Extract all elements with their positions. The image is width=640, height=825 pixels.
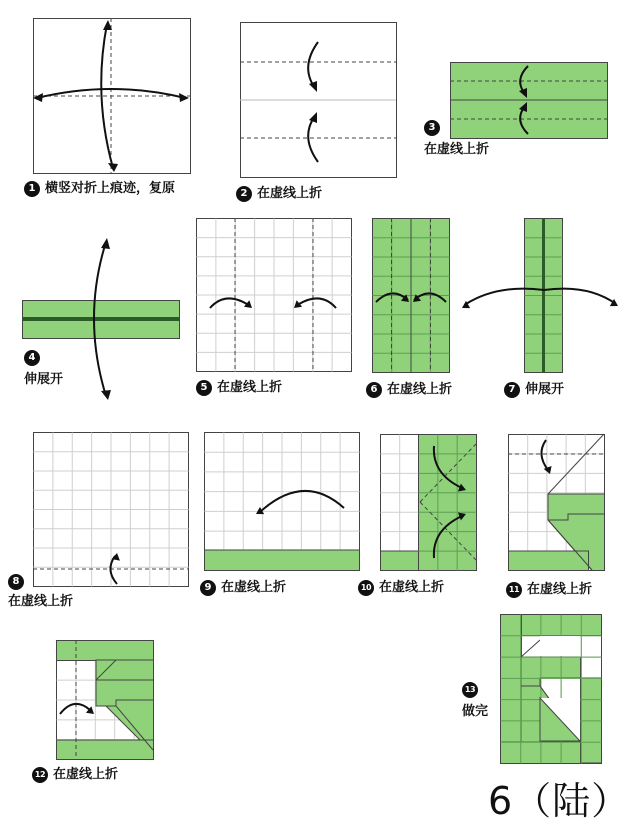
step-9-text: 在虚线上折: [221, 580, 287, 595]
step-1-caption: [24, 181, 175, 197]
step-11-caption: [506, 582, 592, 598]
result-title: 6（陆）: [488, 779, 631, 823]
step-number-badge: 11: [506, 582, 522, 598]
step-11-text: 在虚线上折: [527, 582, 593, 597]
step-6-caption: [366, 382, 452, 398]
step-5-caption: [196, 380, 282, 396]
step-11-grid: [508, 434, 608, 574]
step-number-badge: 2: [236, 186, 252, 202]
step-5-text: 在虚线上折: [217, 380, 283, 395]
step-number-badge: 9: [200, 580, 216, 596]
step-12-text: 在虚线上折: [53, 767, 119, 782]
step-number-badge: 8: [8, 574, 24, 590]
step-2-text: 在虚线上折: [257, 186, 323, 201]
step-10-text: 在虚线上折: [379, 580, 445, 595]
step-8-grid: [33, 432, 191, 590]
step-1-text: 横竖对折上痕迹，复原: [45, 181, 176, 196]
step-7-strip: [458, 218, 618, 376]
step-6-text: 在虚线上折: [387, 382, 453, 397]
step-4-caption: [24, 350, 63, 388]
step-12-caption: [32, 767, 118, 783]
step-4-text: 伸展开: [24, 372, 64, 387]
step-10-caption: [358, 580, 444, 596]
step-number-badge: 5: [196, 380, 212, 396]
green-paper: [205, 550, 360, 571]
step-13-text: 做完: [462, 704, 489, 719]
step-number-badge: 3: [424, 120, 440, 136]
step-number-badge: 4: [24, 350, 40, 366]
green-paper: [501, 615, 522, 764]
step-number-badge: 7: [504, 382, 520, 398]
step-number-badge: 13: [462, 682, 478, 698]
green-paper: [419, 435, 477, 571]
step-13-result: [500, 614, 604, 768]
step-number-badge: 6: [366, 382, 382, 398]
step-2-caption: [236, 186, 322, 202]
step-5-grid: [196, 218, 354, 376]
green-paper: [381, 551, 419, 571]
hole: [540, 636, 580, 656]
step-7-caption: [504, 382, 564, 398]
step-9-caption: [200, 580, 286, 596]
step-2-square: [240, 22, 398, 180]
step-3-caption: [424, 120, 489, 158]
step-number-badge: 1: [24, 181, 40, 197]
step-6-strip: [372, 218, 452, 376]
green-paper: [57, 740, 154, 760]
step-8-caption: [8, 574, 73, 610]
step-3-text: 在虚线上折: [424, 142, 490, 157]
step-7-text: 伸展开: [525, 382, 565, 397]
step-9-grid: [204, 432, 362, 574]
step-13-caption: [462, 682, 488, 720]
green-paper: [509, 551, 589, 571]
step-number-badge: 12: [32, 767, 48, 783]
step-number-badge: 10: [358, 580, 374, 596]
step-12-grid: [56, 640, 156, 764]
green-paper: [57, 641, 154, 661]
step-1-square: [33, 18, 193, 178]
step-10-grid: [380, 434, 480, 574]
step-8-text: 在虚线上折: [8, 594, 74, 609]
